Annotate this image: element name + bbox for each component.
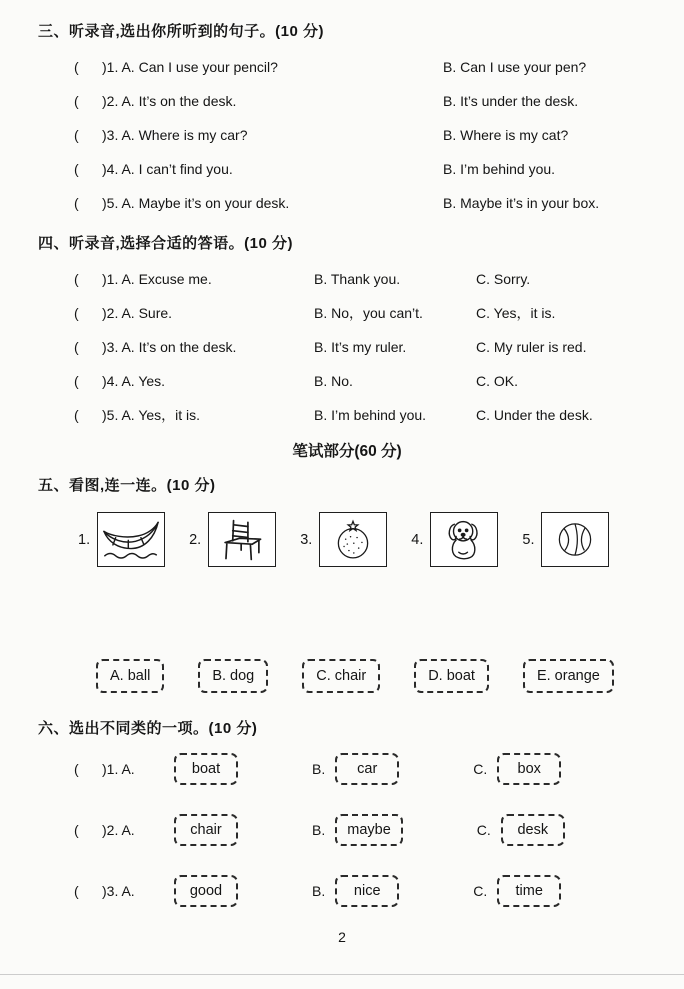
word-card: D. boat xyxy=(414,659,489,693)
question-prefix xyxy=(74,883,174,899)
question-option-b: B. It’s under the desk. xyxy=(443,93,579,109)
option-b-label: B. xyxy=(312,883,326,899)
picture-item xyxy=(189,512,276,567)
question-row xyxy=(74,84,656,118)
section-three-title: 三、听录音,选出你所听到的句子。(10 分) xyxy=(38,23,325,40)
option-a-text: 1. A. Can I use your pencil? xyxy=(106,59,278,75)
question-option-b: B. Thank you. xyxy=(314,271,401,287)
section-four-rows xyxy=(38,262,656,432)
option-a-text: 2. A. Sure. xyxy=(106,305,173,321)
question-row xyxy=(74,296,656,330)
question-row xyxy=(74,875,656,907)
picture-number: 2. xyxy=(189,531,202,548)
word-card: A. ball xyxy=(96,659,164,693)
section-listening-sentences xyxy=(38,22,656,220)
answer-blank: ( ) xyxy=(74,127,107,143)
answer-blank: ( ) xyxy=(74,59,107,75)
chair-image xyxy=(208,512,276,567)
picture-number: 1. xyxy=(78,531,91,548)
answer-blank: ( ) xyxy=(74,305,107,321)
question-row xyxy=(74,50,656,84)
word-card: B. dog xyxy=(198,659,268,693)
picture-item xyxy=(411,512,498,567)
question-option-c: C. Yes，it is. xyxy=(476,305,556,321)
question-row xyxy=(74,330,656,364)
question-option-a xyxy=(74,405,314,425)
option-a-text: 2. A. It’s on the desk. xyxy=(106,93,237,109)
question-option-b: B. I’m behind you. xyxy=(443,161,556,177)
picture-item xyxy=(300,512,387,567)
section-six-rows xyxy=(38,753,656,907)
option-a-text: 3. A. It’s on the desk. xyxy=(106,339,237,355)
prefix-text: 3. A. xyxy=(106,883,135,899)
section-three-rows xyxy=(38,50,656,220)
word-card: nice xyxy=(335,875,399,907)
option-a-text: 1. A. Excuse me. xyxy=(106,271,212,287)
question-option-a xyxy=(74,195,443,211)
question-option-c: C. Sorry. xyxy=(476,271,531,287)
question-option-a xyxy=(74,339,314,355)
question-option-a xyxy=(74,127,443,143)
word-card: car xyxy=(335,753,399,785)
answer-blank: ( ) xyxy=(74,195,107,211)
boat-image xyxy=(97,512,165,567)
picture-number: 3. xyxy=(300,531,313,548)
word-card: box xyxy=(497,753,561,785)
question-option-b: B. It’s my ruler. xyxy=(314,339,407,355)
word-card: time xyxy=(497,875,561,907)
picture-item xyxy=(78,512,165,567)
question-option-c: C. OK. xyxy=(476,373,519,389)
ball-image xyxy=(541,512,609,567)
answer-blank: ( ) xyxy=(74,822,107,838)
question-row xyxy=(74,364,656,398)
option-b-label: B. xyxy=(312,822,326,838)
option-b-label: B. xyxy=(312,761,326,777)
answer-blank: ( ) xyxy=(74,883,107,899)
question-option-a xyxy=(74,93,443,109)
word-card: C. chair xyxy=(302,659,380,693)
question-row xyxy=(74,398,656,432)
word-card: E. orange xyxy=(523,659,614,693)
word-card: desk xyxy=(501,814,565,846)
option-a-text: 5. A. Maybe it’s on your desk. xyxy=(106,195,290,211)
question-option-b: B. No，you can’t. xyxy=(314,305,423,321)
question-option-a xyxy=(74,305,314,321)
option-a-text: 3. A. Where is my car? xyxy=(106,127,248,143)
word-cards-row xyxy=(96,659,656,693)
section-match-pictures xyxy=(38,476,656,693)
question-option-b: B. I’m behind you. xyxy=(314,407,427,423)
answer-blank: ( ) xyxy=(74,761,107,777)
answer-blank: ( ) xyxy=(74,271,107,287)
orange-image xyxy=(319,512,387,567)
picture-item xyxy=(522,512,609,567)
question-option-a xyxy=(74,373,314,389)
answer-blank: ( ) xyxy=(74,161,107,177)
option-a-text: 4. A. I can’t find you. xyxy=(106,161,233,177)
page-number: 2 xyxy=(338,929,346,945)
section-listening-responses xyxy=(38,234,656,432)
word-card: boat xyxy=(174,753,238,785)
option-c-label: C. xyxy=(473,761,488,777)
question-row xyxy=(74,262,656,296)
section-six-title: 六、选出不同类的一项。(10 分) xyxy=(38,720,258,737)
answer-blank: ( ) xyxy=(74,373,107,389)
question-prefix xyxy=(74,761,174,777)
section-four-title: 四、听录音,选择合适的答语。(10 分) xyxy=(38,235,294,252)
prefix-text: 2. A. xyxy=(106,822,135,838)
question-option-b: B. Can I use your pen? xyxy=(443,59,587,75)
word-card: good xyxy=(174,875,238,907)
section-five-title: 五、看图,连一连。(10 分) xyxy=(38,477,216,494)
question-row xyxy=(74,118,656,152)
scan-edge-line xyxy=(0,974,684,975)
written-test-header: 笔试部分(60 分) xyxy=(292,443,402,460)
option-c-label: C. xyxy=(476,822,491,838)
question-row xyxy=(74,814,656,846)
picture-number: 5. xyxy=(522,531,535,548)
question-option-a xyxy=(74,161,443,177)
question-row xyxy=(74,753,656,785)
question-option-a xyxy=(74,59,443,75)
question-option-b: B. No. xyxy=(314,373,353,389)
word-card: chair xyxy=(174,814,238,846)
question-option-b: B. Where is my cat? xyxy=(443,127,569,143)
question-row xyxy=(74,152,656,186)
pictures-row xyxy=(78,512,656,567)
option-c-label: C. xyxy=(473,883,488,899)
picture-number: 4. xyxy=(411,531,424,548)
section-odd-one-out xyxy=(38,719,656,907)
answer-blank: ( ) xyxy=(74,93,107,109)
option-a-text: 4. A. Yes. xyxy=(106,373,166,389)
question-option-a xyxy=(74,271,314,287)
option-a-text: 5. A. Yes，it is. xyxy=(106,407,201,423)
question-option-c: C. My ruler is red. xyxy=(476,339,587,355)
question-row xyxy=(74,186,656,220)
question-prefix xyxy=(74,822,174,838)
answer-blank: ( ) xyxy=(74,339,107,355)
question-option-c: C. Under the desk. xyxy=(476,407,593,423)
word-card: maybe xyxy=(335,814,403,846)
answer-blank: ( ) xyxy=(74,407,107,423)
prefix-text: 1. A. xyxy=(106,761,135,777)
question-option-b: B. Maybe it’s in your box. xyxy=(443,195,600,211)
dog-image xyxy=(430,512,498,567)
